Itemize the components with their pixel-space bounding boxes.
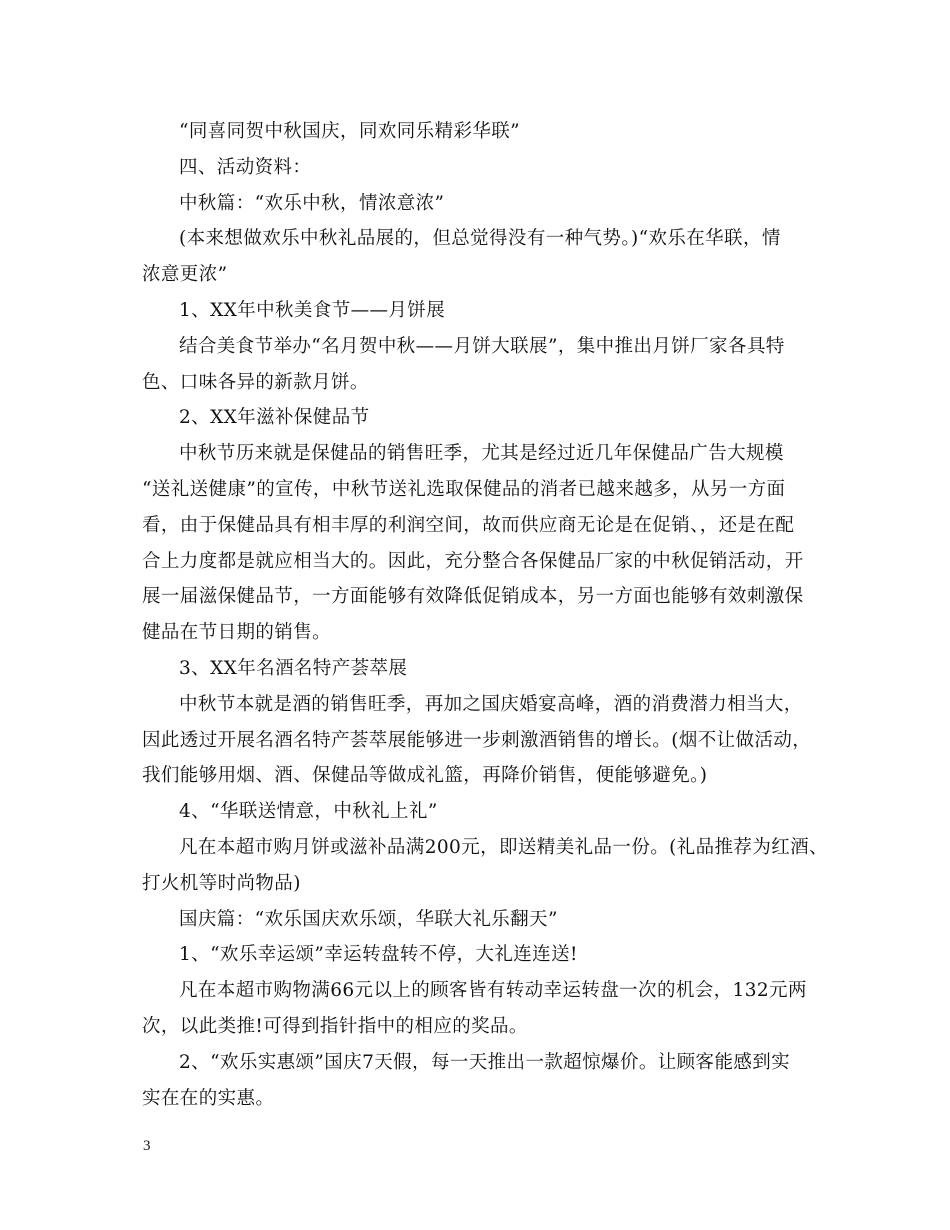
text-line: 结合美食节举办“名月贺中秋——月饼大联展”，集中推出月饼厂家各具特: [179, 335, 785, 357]
subsection-heading: 国庆篇：“欢乐国庆欢乐颂，华联大礼乐翻天”: [179, 908, 558, 930]
item-heading: 1、“欢乐幸运颂”幸运转盘转不停，大礼连连送!: [179, 944, 578, 966]
item-heading: 3、XX年名酒名特产荟萃展: [179, 657, 408, 679]
text-line: 我们能够用烟、酒、保健品等做成礼篮，再降价销售，便能够避免。): [142, 765, 708, 787]
text-line: 打火机等时尚物品): [142, 872, 301, 894]
text-line: “同喜同贺中秋国庆，同欢同乐精彩华联”: [179, 121, 521, 142]
text-line: 浓意更浓”: [142, 264, 228, 286]
text-line: 凡在本超市购物满66元以上的顾客皆有转动幸运转盘一次的机会，132元两: [179, 980, 807, 1002]
text-line: “送礼送健康”的宣传，中秋节送礼选取保健品的消者已越来越多，从另一方面: [142, 478, 786, 500]
text-line: 实在在的实惠。: [142, 1087, 275, 1109]
document-body: [142, 114, 828, 1116]
item-heading: 2、XX年滋补保健品节: [179, 407, 370, 429]
text-line: (本来想做欢乐中秋礼品展的，但总觉得没有一种气势。)“欢乐在华联，情: [179, 228, 781, 250]
text-line: 因此透过开展名酒名特产荟萃展能够进一步刺激酒销售的增长。(烟不让做活动，: [142, 729, 812, 751]
text-line: 看，由于保健品具有相丰厚的利润空间，故而供应商无论是在促销、，还是在配: [142, 514, 795, 536]
text-line: 2、“欢乐实惠颂”国庆7天假，每一天推出一款超惊爆价。让顾客能感到实: [179, 1051, 791, 1073]
subsection-heading: 中秋篇：“欢乐中秋，情浓意浓”: [179, 192, 445, 214]
text-line: 合上力度都是就应相当大的。因此，充分整合各保健品厂家的中秋促销活动，开: [142, 550, 804, 572]
item-heading: 1、XX年中秋美食节——月饼展: [179, 299, 446, 321]
text-line: 色、口味各异的新款月饼。: [142, 371, 369, 393]
text-line: 中秋节本就是酒的销售旺季，再加之国庆婚宴高峰，酒的消费潜力相当大，: [179, 693, 803, 715]
page-number: 3: [143, 1138, 151, 1154]
item-heading: 4、“华联送情意，中秋礼上礼”: [179, 801, 438, 823]
section-heading: 四、活动资料：: [179, 156, 312, 178]
text-line: 凡在本超市购月饼或滋补品满200元，即送精美礼品一份。(礼品推荐为红酒、: [179, 836, 828, 858]
text-line: 健品在节日期的销售。: [142, 622, 332, 644]
text-line: 次，以此类推!可得到指针指中的相应的奖品。: [142, 1015, 528, 1037]
text-line: 中秋节历来就是保健品的销售旺季，尤其是经过近几年保健品广告大规模: [179, 443, 784, 465]
text-line: 展一届滋保健品节，一方面能够有效降低促销成本，另一方面也能够有效刺激保: [142, 586, 804, 608]
